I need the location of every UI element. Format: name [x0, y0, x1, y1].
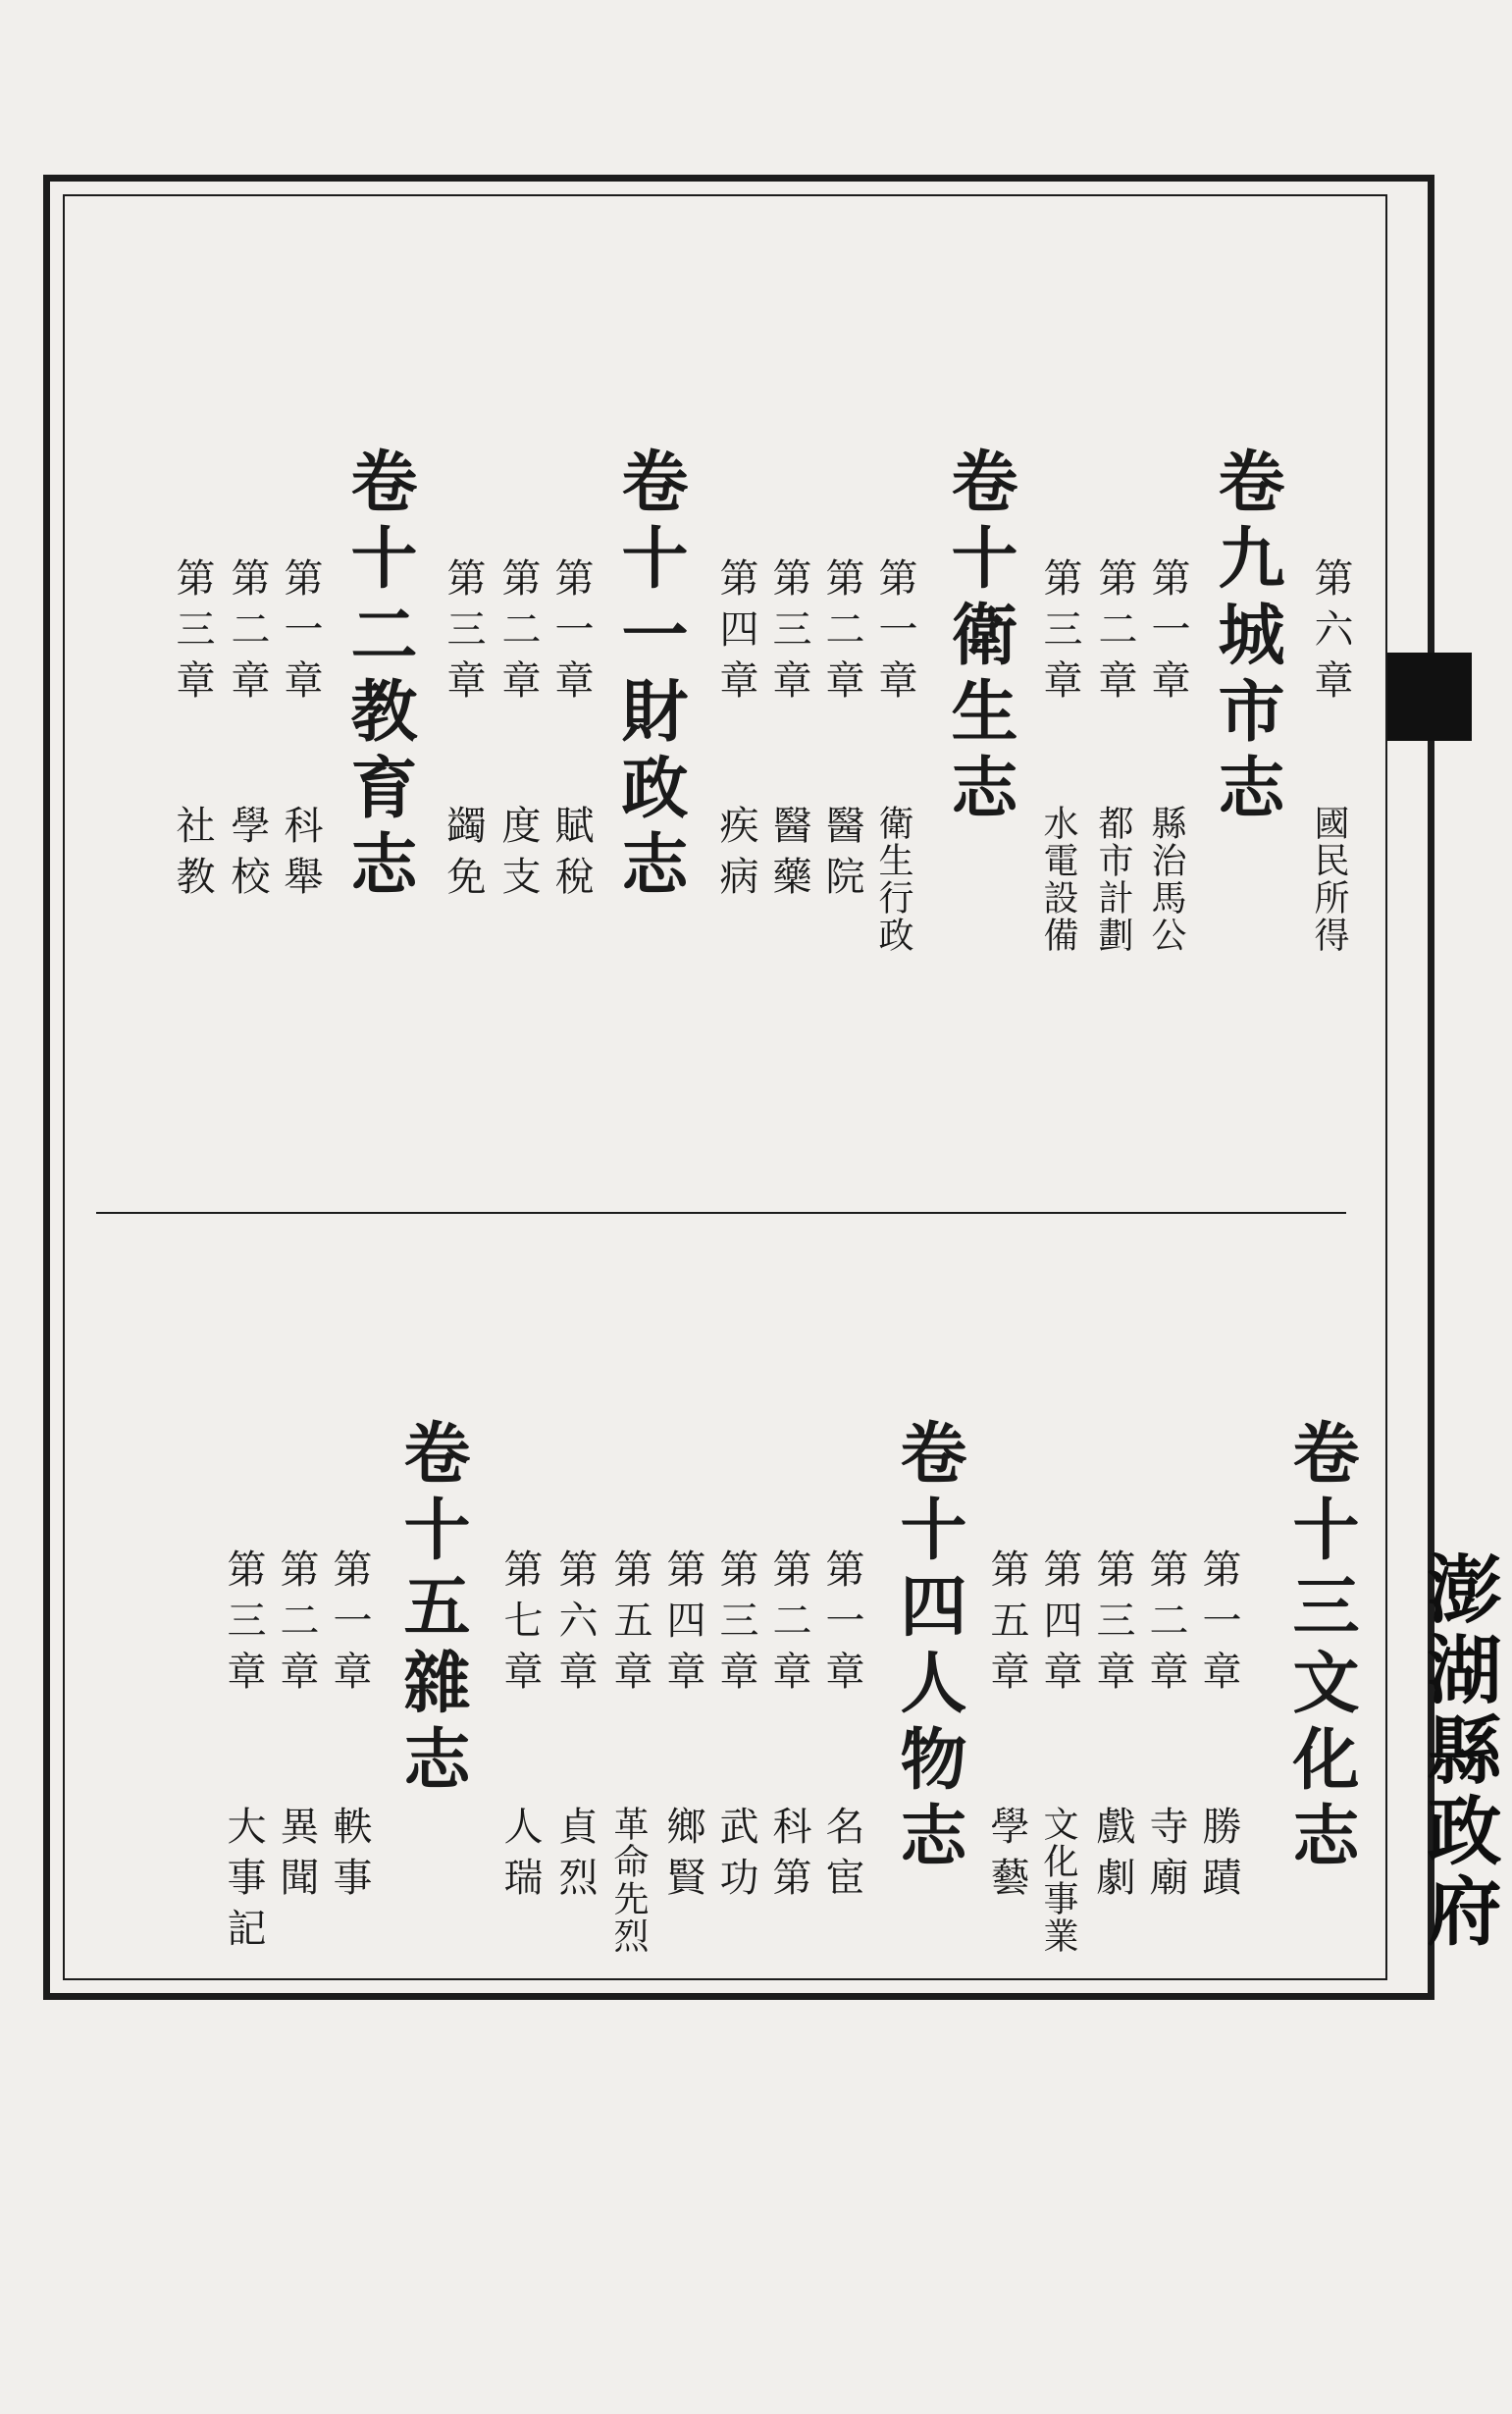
chapter-label: 第四章	[1037, 1548, 1082, 1702]
volume-heading: 卷十五雜志	[392, 1418, 471, 1801]
chapter-title: 衛生行政	[873, 805, 913, 954]
chapter-label: 第三章	[1037, 557, 1082, 710]
section-divider	[96, 1212, 1346, 1214]
chapter-title: 科舉	[278, 805, 323, 907]
chapter-title: 異聞	[274, 1806, 319, 1908]
chapter-label: 第一章	[327, 1548, 372, 1702]
chapter-label: 第二章	[495, 557, 541, 710]
chapter-label: 第二章	[274, 1548, 319, 1702]
volume-heading: 卷十一財政志	[610, 446, 689, 906]
chapter-title: 鄉賢	[660, 1806, 705, 1908]
chapter-label: 第三章	[441, 557, 486, 710]
chapter-title: 軼事	[327, 1806, 372, 1908]
chapter-label: 第二章	[1092, 557, 1137, 710]
chapter-title: 革命先烈	[608, 1806, 649, 1955]
spine-fish-tail-mark	[1387, 653, 1472, 741]
chapter-title: 人瑞	[497, 1806, 543, 1908]
volume-heading: 卷十四人物志	[889, 1418, 967, 1877]
chapter-label: 第一章	[1196, 1548, 1241, 1702]
chapter-title: 學藝	[984, 1806, 1029, 1908]
chapter-label: 第三章	[221, 1548, 266, 1702]
volume-heading: 卷十二教育志	[339, 446, 418, 906]
inner-border	[63, 194, 1387, 1980]
chapter-title: 社教	[170, 805, 215, 907]
chapter-title: 大事記	[221, 1806, 266, 1959]
chapter-title: 寺廟	[1143, 1806, 1188, 1908]
chapter-label: 第二章	[1143, 1548, 1188, 1702]
chapter-label: 第二章	[225, 557, 270, 710]
volume-heading: 卷十衛生志	[940, 446, 1018, 829]
chapter-title: 勝蹟	[1196, 1806, 1241, 1908]
chapter-title: 都市計劃	[1093, 805, 1133, 954]
chapter-label: 第二章	[766, 1548, 811, 1702]
chapter-label: 第二章	[819, 557, 864, 710]
chapter-title: 貞烈	[552, 1806, 598, 1908]
chapter-label: 第一章	[872, 557, 917, 710]
chapter-label: 第三章	[766, 557, 811, 710]
chapter-label: 第五章	[984, 1548, 1029, 1702]
chapter-title: 醫藥	[766, 805, 811, 907]
chapter-title: 學校	[225, 805, 270, 907]
chapter-title: 戲劇	[1090, 1806, 1135, 1908]
chapter-label: 第三章	[170, 557, 215, 710]
volume-heading: 卷十三文化志	[1281, 1418, 1360, 1877]
chapter-label: 第五章	[607, 1548, 652, 1702]
chapter-label: 第一章	[548, 557, 594, 710]
chapter-label: 第四章	[660, 1548, 705, 1702]
carry-over-chapter-label: 第六章	[1308, 557, 1353, 710]
chapter-label: 第一章	[1145, 557, 1190, 710]
chapter-title: 文化事業	[1038, 1806, 1078, 1955]
chapter-title: 武功	[713, 1806, 758, 1908]
chapter-title: 科第	[766, 1806, 811, 1908]
chapter-title: 縣治馬公	[1146, 805, 1186, 954]
chapter-label: 第三章	[1090, 1548, 1135, 1702]
chapter-title: 醫院	[819, 805, 864, 907]
chapter-title: 蠲免	[441, 805, 486, 907]
chapter-label: 第一章	[819, 1548, 864, 1702]
volume-heading: 卷九城市志	[1207, 446, 1285, 829]
chapter-title: 賦稅	[548, 805, 594, 907]
chapter-label: 第七章	[497, 1548, 543, 1702]
spine-title: 澎湖縣政府	[1415, 1550, 1502, 1953]
chapter-label: 第三章	[713, 1548, 758, 1702]
chapter-label: 第六章	[552, 1548, 598, 1702]
chapter-title: 疾病	[713, 805, 758, 907]
carry-over-chapter-title: 國民所得	[1309, 805, 1349, 954]
chapter-title: 水電設備	[1038, 805, 1078, 954]
chapter-title: 度支	[495, 805, 541, 907]
chapter-label: 第四章	[713, 557, 758, 710]
chapter-label: 第一章	[278, 557, 323, 710]
chapter-title: 名宦	[819, 1806, 864, 1908]
spine-divider	[1385, 194, 1387, 1980]
